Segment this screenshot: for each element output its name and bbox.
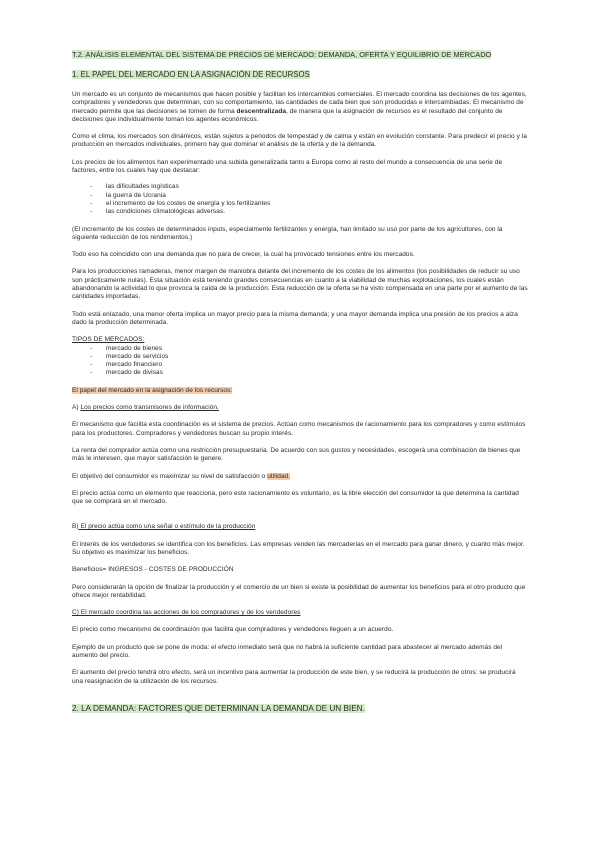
paragraph-price-increase-effect: El aumento del precio tendrá otro efecto, será un incentivo para aumentar la producción de este bien, y se reducirá la producción de otros: se producirá una reasignación de la utilización de los recursos. bbox=[72, 669, 516, 685]
paragraph-finalize-production: Pero considerarán la opción de finalizar la producción y el comercio de un bien si existe la posibilidad de aumentar los beneficios para el otro producto que ofrece mejor rentabilidad. bbox=[72, 583, 526, 599]
paragraph-food-prices: Los precios de los alimentos han experimentado una subida generalizada tanto a Europa como al resto del mundo a consecuencia de una serie de factores, entre los cuales hay que destacar: bbox=[72, 158, 503, 175]
list-item: - la guerra de Ucrania bbox=[90, 191, 166, 199]
pA3-text: El objetivo del consumidor es maximizar su nivel de satisfacción o bbox=[72, 472, 268, 480]
paragraph-seller-interest: El interés de los vendedores se identifica con los beneficios. Las empresas venden las mercaderías en el mercado para ganar dinero, y cuanto más mejor. Su objetivo es maximizar los beneficios. bbox=[72, 540, 525, 556]
paragraph-price-reacts: El precio actúa como un elemento que reacciona, pero este racionamiento es voluntario, es la libre elección del consumidor la que determina la cantidad que se comprará en el mercado. bbox=[72, 489, 519, 506]
list-item: - mercado de divisas bbox=[90, 369, 163, 377]
factor-item-text: las condiciones climatológicas adversas. bbox=[106, 208, 226, 216]
paragraph-fashion-example: Ejemplo de un producto que se pone de moda: el efecto inmediato será que no habrá la suficiente cantidad para abastecer al mercado además del aumento del precio. bbox=[72, 643, 503, 660]
market-type-text: mercado de bienes bbox=[106, 344, 163, 352]
subsection-b-heading bbox=[72, 523, 528, 531]
subsection-b-prefix: B) bbox=[72, 523, 79, 531]
market-type-text: mercado financiero bbox=[106, 361, 163, 369]
document-title: T.2. ANÁLISIS ELEMENTAL DEL SISTEMA DE PRECIOS DE MERCADO: DEMANDA, OFERTA Y EQUILIBRIO DE MERCADO bbox=[72, 50, 492, 59]
paragraph-demand-growth: Todo eso ha coincidido con una demanda que no para de crecer, la cual ha provocado tensiones entre los mercados. bbox=[72, 251, 415, 259]
factor-item-text: la guerra de Ucrania bbox=[106, 191, 166, 199]
paragraph-input-costs: (El incremento de los costes de determinados inputs, especialmente fertilizantes y energía, han limitado su uso por parte de los agricultores, con la siguiente reducción de los rendimientos.) bbox=[72, 225, 503, 241]
paragraph-market-definition bbox=[72, 91, 528, 124]
utility-highlight: utilidad. bbox=[267, 472, 291, 480]
list-item: - las condiciones climatológicas adversas. bbox=[90, 208, 226, 216]
list-item: - mercado de servicios bbox=[90, 352, 169, 360]
p1-bold-term: descentralizada bbox=[236, 107, 287, 115]
factor-item-text: las dificultades logísticas bbox=[106, 183, 179, 191]
role-heading-line bbox=[72, 387, 528, 395]
subsection-a-heading bbox=[72, 404, 528, 412]
list-item: - mercado financiero bbox=[90, 361, 163, 369]
list-item: - mercado de bienes bbox=[90, 344, 163, 352]
p1-text-b: , de manera que la asignación de recursos es el resultado del conjunto de decisiones que individualmente toman los agentes económicos. bbox=[72, 107, 503, 123]
list-item: - las dificultades logísticas bbox=[90, 183, 179, 191]
paragraph-linked: Todo está enlazado, una menor oferta implica un mayor precio para la misma demanda; y una mayor demanda implica una presión de los precios a alza dado la producción determinada. bbox=[72, 310, 518, 326]
subsection-a-prefix: A) bbox=[72, 404, 81, 412]
list-item: - el incremento de los costes de energía y los fertilizantes bbox=[90, 199, 271, 207]
section-2-heading-line bbox=[72, 704, 528, 714]
subsection-c-heading: C) El mercado coordina las acciones de los compradores y de los vendedores bbox=[72, 609, 301, 617]
market-type-text: mercado de servicios bbox=[106, 352, 169, 360]
factors-list bbox=[72, 183, 528, 216]
factor-item-text: el incremento de los costes de energía y los fertilizantes bbox=[106, 199, 271, 207]
paragraph-livestock: Para los producciones ramaderas, menor margen de maniobra delante del incremento de los costes de los alimentos (los posibilidades de reducir su uso son prácticamente nulas). Esta situación está teniendo grandes consecuencias en cuanto a la viabilidad de muchas explotaciones, los cuales están abandonando la actividad lo que provoca la caída de la producción. Esta reducción de la oferta se ha visto compensada en una parte por el aumento de las cantidades importadas. bbox=[72, 268, 528, 301]
paragraph-consumer-objective bbox=[72, 473, 528, 481]
subsection-a-title: Los precios como transmisores de información. bbox=[80, 404, 219, 412]
paragraph-budget-constraint: La renta del comprador actúa como una restricción presupuestaria. De acuerdo con sus gustos y necesidades, escogerá una combinación de bienes que más le interesen, que mayor satisfacción le genere. bbox=[72, 446, 521, 463]
market-type-text: mercado de divisas bbox=[106, 369, 163, 377]
market-types-list bbox=[72, 345, 528, 378]
section-2-heading: 2. LA DEMANDA: FACTORES QUE DETERMINAN LA DEMANDA DE UN BIEN. bbox=[72, 703, 365, 713]
paragraph-profit-formula: Beneficios= INGRESOS - COSTES DE PRODUCCIÓN bbox=[72, 566, 234, 574]
p1-text-a: Un mercado es un conjunto de mecanismos que hacen posible y facilitan los intercambios comerciales. El mercado coordina las decisiones de los agentes, compradores y vendedores que determinan, con su comportamiento, las cantidades de cada bien que son producidas e intercambiadas. El mecanismo de mercado permite que las decisiones se tomen de forma bbox=[72, 91, 527, 115]
section-1-heading-line bbox=[72, 70, 528, 79]
role-heading: El papel del mercado en la asignación de los recursos: bbox=[72, 386, 233, 394]
subsection-b-title: El precio actúa como una señal o estímulo de la producción bbox=[78, 523, 256, 531]
paragraph-dynamic-markets: Como el clima, los mercados son dinámicos, están sujetos a periodos de tempestad y de calma y están en evolución constante. Para predecir el precio y la producción en mercados individuales, primero hay que dominar el análisis de la oferta y de la demanda. bbox=[72, 133, 527, 149]
section-1-heading: 1. EL PAPEL DEL MERCADO EN LA ASIGNACIÓN DE RECURSOS bbox=[72, 70, 310, 79]
paragraph-coordination-mechanism: El precio como mecanismo de coordinación que facilita que compradores y vendedores lleguen a un acuerdo. bbox=[72, 626, 394, 634]
document-title-line bbox=[72, 44, 528, 62]
market-types-heading: TIPOS DE MERCADOS: bbox=[72, 336, 145, 344]
paragraph-price-coordination: El mecanismo que facilita esta coordinación es el sistema de precios. Actúan como mecanismos de racionamiento para los compradores y como estímulos para los productores. Compradores y vendedores buscan su propio interés. bbox=[72, 421, 526, 437]
